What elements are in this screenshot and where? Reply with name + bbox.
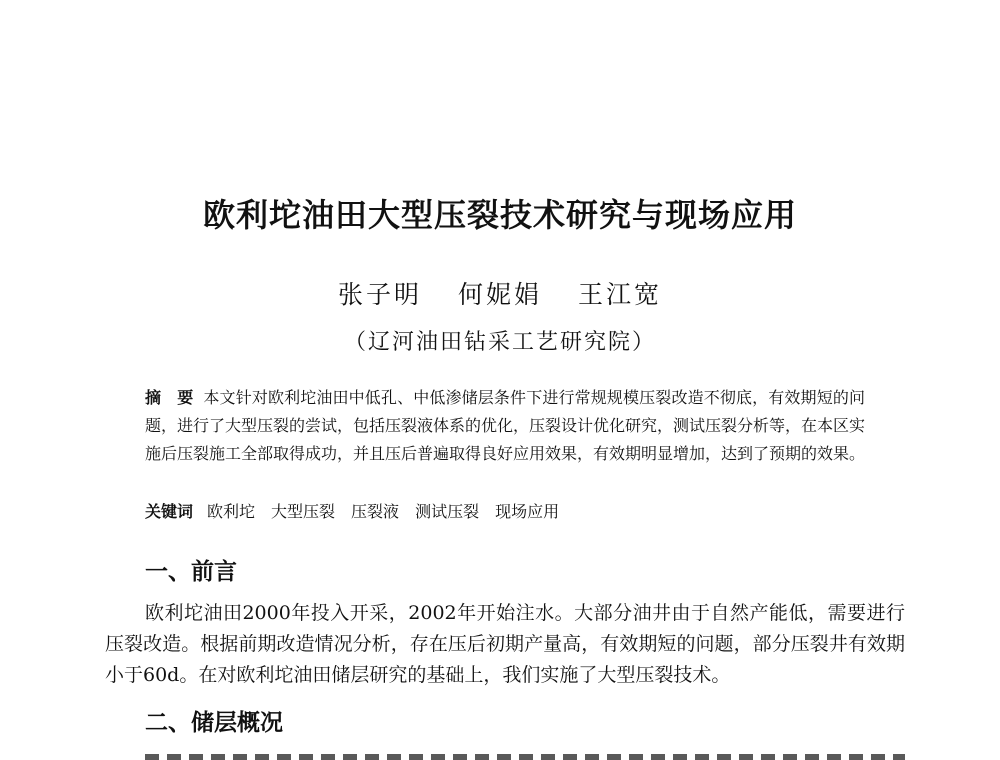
abstract-label: 摘 要 <box>145 388 194 407</box>
keywords-label: 关键词 <box>145 502 194 521</box>
section-heading-introduction: 一、前言 <box>145 559 237 585</box>
keyword: 欧利坨 <box>207 502 256 521</box>
abstract-text: 本文针对欧利坨油田中低孔、中低渗储层条件下进行常规规模压裂改造不彻底，有效期短的问题，进行了大型压裂的尝试，包括压裂液体系的优化，压裂设计优化研究，测试压裂分析等，在本区实施后压裂施工全部取得成功，并且压后普遍取得良好应用效果，有效期明显增加，达到了预期的效果。 <box>145 388 866 463</box>
author-name: 王江宽 <box>578 280 663 309</box>
introduction-paragraph: 欧利坨油田2000年投入开采，2002年开始注水。大部分油井由于自然产能低，需要进行压裂改造。根据前期改造情况分析，存在压后初期产量高，有效期短的问题，部分压裂井有效期小于60d。在对欧利坨油田储层研究的基础上，我们实施了大型压裂技术。 <box>105 602 905 686</box>
keyword: 大型压裂 <box>271 502 336 521</box>
author-list <box>0 275 1000 311</box>
keywords <box>145 498 865 526</box>
abstract <box>145 384 865 468</box>
section-heading-reservoir-overview: 二、储层概况 <box>145 710 283 736</box>
paper-title: 欧利坨油田大型压裂技术研究与现场应用 <box>202 196 797 234</box>
keyword: 压裂液 <box>351 502 400 521</box>
author-name: 张子明 <box>337 280 422 309</box>
truncated-text-line <box>145 746 905 760</box>
keyword: 测试压裂 <box>415 502 480 521</box>
author-name: 何妮娟 <box>457 280 542 309</box>
author-affiliation: （辽河油田钻采工艺研究院） <box>343 330 656 355</box>
keyword: 现场应用 <box>495 502 560 521</box>
